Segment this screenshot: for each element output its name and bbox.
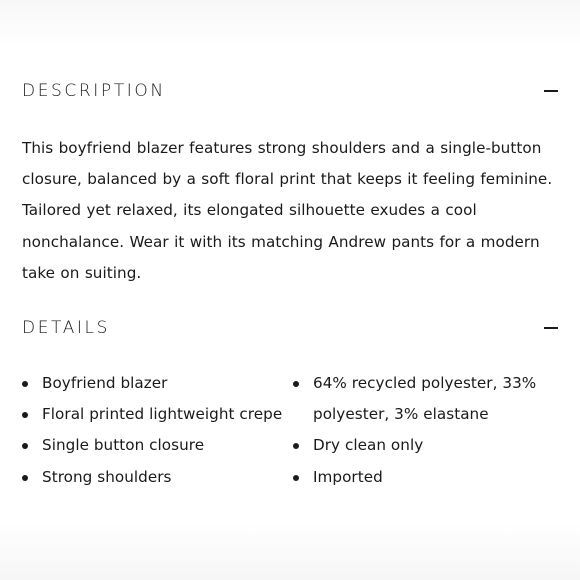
bullet-icon [22, 475, 28, 481]
description-header[interactable] [22, 79, 558, 103]
bullet-icon [22, 381, 28, 387]
bottom-fade [0, 522, 580, 580]
list-item [22, 399, 284, 430]
minus-icon[interactable] [544, 327, 558, 329]
details-title: DETAILS [22, 318, 111, 338]
top-fade [0, 0, 580, 46]
bullet-icon [293, 381, 299, 387]
bullet-icon [22, 443, 28, 449]
details-list-left [22, 368, 284, 493]
bullet-icon [293, 443, 299, 449]
list-item-label: Boyfriend blazer [42, 374, 168, 392]
bullet-icon [22, 412, 28, 418]
list-item [293, 430, 558, 461]
list-item [22, 462, 284, 493]
description-title: DESCRIPTION [22, 81, 166, 101]
list-item-label: Imported [313, 467, 383, 486]
list-item [293, 462, 558, 493]
details-list-right [293, 368, 558, 493]
list-item [293, 368, 558, 430]
list-item-label: Floral printed lightweight crepe [42, 405, 283, 424]
minus-icon[interactable] [544, 90, 558, 92]
list-item [22, 430, 284, 461]
list-item-label: 64% recycled polyester, 33% polyester, 3% elastane [313, 374, 537, 424]
list-item-label: Strong shoulders [42, 467, 172, 486]
list-item [22, 368, 284, 399]
list-item-label: Single button closure [42, 436, 205, 455]
details-header[interactable] [22, 316, 558, 340]
description-text: This boyfriend blazer features strong shoulders and a single-button closure, balanced by a soft floral print that keeps it feeling feminine. Tailored yet relaxed, its elongated silhouette exudes a cool nonchalance. Wear it with its matching Andrew pants for a modern take on suiting. [22, 139, 553, 282]
bullet-icon [293, 475, 299, 481]
list-item-label: Dry clean only [313, 436, 424, 455]
